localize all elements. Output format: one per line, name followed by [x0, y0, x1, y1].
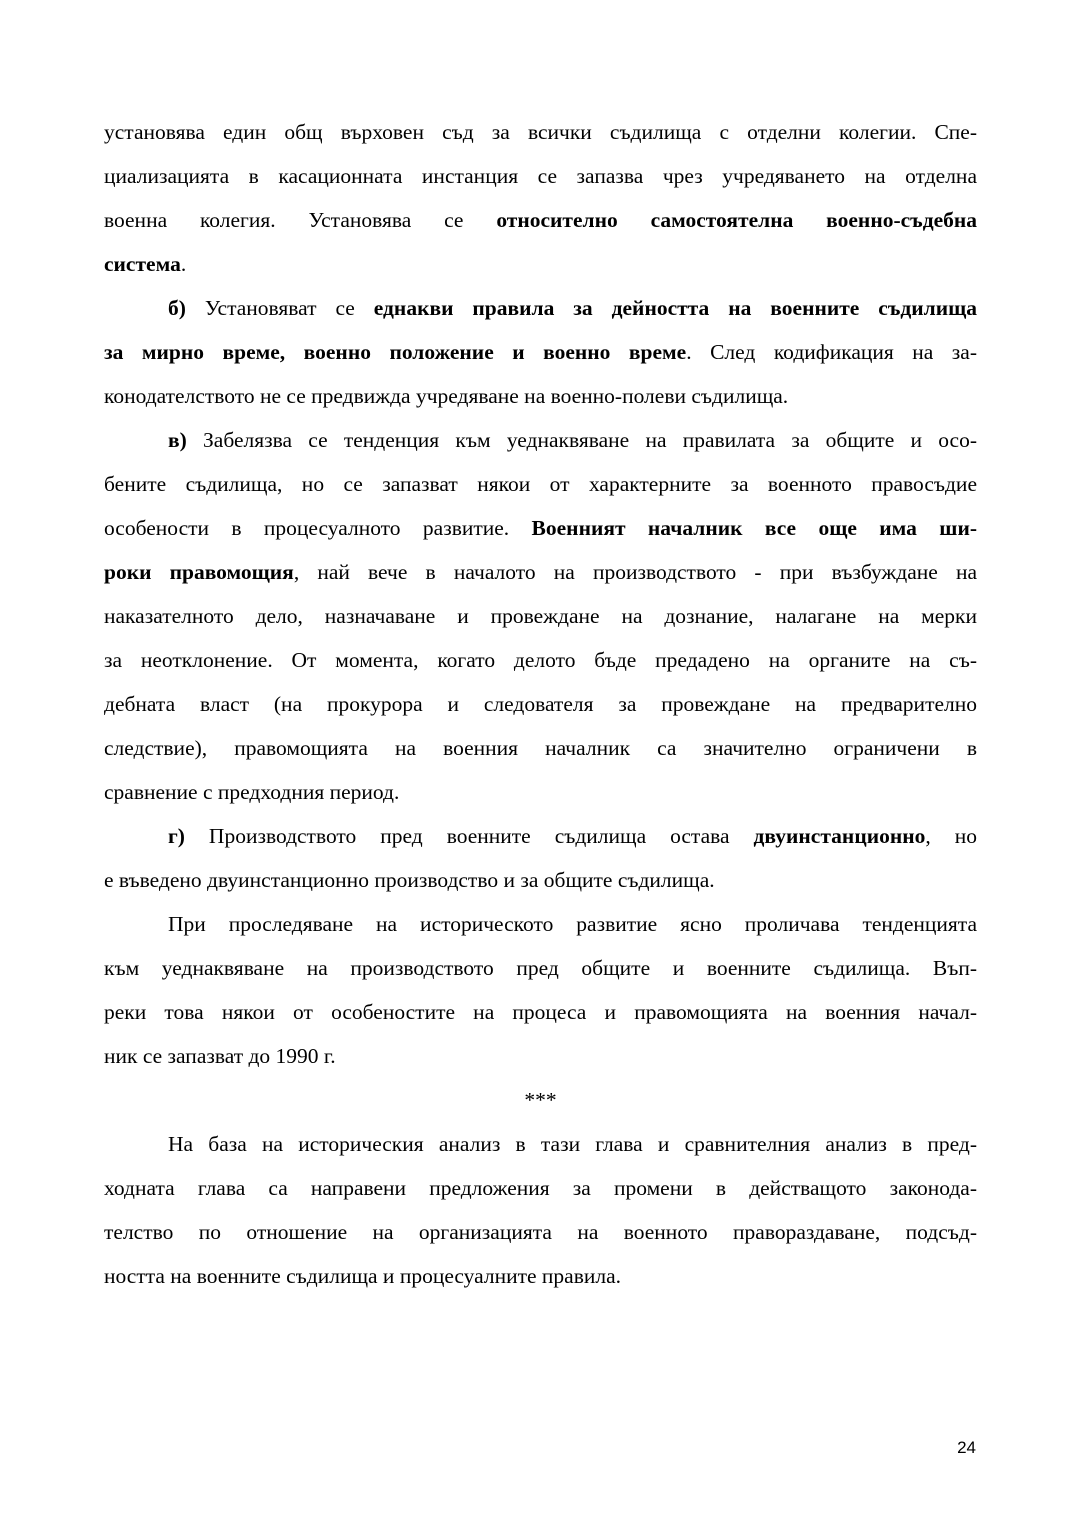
text-line [104, 1034, 977, 1078]
text-line [104, 330, 977, 374]
text-line [104, 462, 977, 506]
bold-text-segment: роки правомощия [104, 560, 294, 584]
text-segment: сравнение с предходния период. [104, 780, 400, 804]
section-separator [104, 1078, 977, 1122]
text-line [104, 418, 977, 462]
page-body-text [104, 110, 977, 1298]
bold-text-segment: за мирно време, военно положение и военно време [104, 340, 687, 364]
text-line [104, 154, 977, 198]
bold-text-segment: относително самостоятелна военно-съдебна [496, 208, 977, 232]
text-segment: ник се запазват до 1990 г. [104, 1044, 336, 1068]
text-line [104, 770, 977, 814]
text-line [104, 858, 977, 902]
text-line [104, 242, 977, 286]
text-segment: На база на историческия анализ в тази глава и сравнителния анализ в пред- [168, 1132, 977, 1156]
text-line [104, 594, 977, 638]
text-segment: дебната власт (на прокурора и следователя за провеждане на предварително [104, 692, 977, 716]
text-segment: към уеднаквяване на производството пред общите и военните съдилища. Въп- [104, 956, 977, 980]
text-segment: , най вече в началото на производството - при възбуждане на [293, 560, 978, 584]
text-segment: бените съдилища, но се запазват някои от характерните за военното правосъдие [104, 472, 977, 496]
text-line [104, 286, 977, 330]
text-segment: . [180, 252, 187, 276]
text-line [104, 726, 977, 770]
text-line [104, 902, 977, 946]
text-line [104, 506, 977, 550]
text-line [104, 1254, 977, 1298]
bold-text-segment: г) [168, 824, 185, 848]
text-segment: циализацията в касационната инстанция се запазва чрез учредяването на отделна [104, 164, 977, 188]
text-line [104, 374, 977, 418]
text-line [104, 110, 977, 154]
text-line [104, 638, 977, 682]
text-segment: реки това някои от особеностите на процеса и правомощията на военния начал- [104, 1000, 977, 1024]
text-line [104, 990, 977, 1034]
text-segment: Производството пред военните съдилища остава [184, 824, 754, 848]
bold-text-segment: двуинстанционно [753, 824, 926, 848]
text-segment: . След кодификация на за- [686, 340, 977, 364]
text-line [104, 198, 977, 242]
text-segment: военна колегия. Установява се [104, 208, 497, 232]
text-segment: телство по отношение на организацията на военното правораздаване, подсъд- [104, 1220, 977, 1244]
text-line [104, 1122, 977, 1166]
bold-text-segment: система [104, 252, 181, 276]
text-line [104, 550, 977, 594]
text-line [104, 1166, 977, 1210]
text-line [104, 814, 977, 858]
text-line [104, 946, 977, 990]
text-segment: за неотклонение. От момента, когато делото бъде предадено на органите на съ- [104, 648, 977, 672]
text-segment: *** [524, 1088, 557, 1112]
bold-text-segment: еднакви правила за дейността на военните съдилища [373, 296, 977, 320]
text-segment: следствие), правомощията на военния началник са значително ограничени в [104, 736, 977, 760]
text-line [104, 682, 977, 726]
text-line [104, 1210, 977, 1254]
text-segment: ходната глава са направени предложения за промени в действащото законода- [104, 1176, 977, 1200]
text-segment: е въведено двуинстанционно производство и за общите съдилища. [104, 868, 715, 892]
text-segment: При проследяване на историческото развитие ясно проличава тенденцията [168, 912, 977, 936]
text-segment: наказателното дело, назначаване и провеждане на дознание, налагане на мерки [104, 604, 977, 628]
text-segment: Забелязва се тенденция към уеднаквяване на правилата за общите и осо- [186, 428, 977, 452]
text-segment: ността на военните съдилища и процесуалните правила. [104, 1264, 622, 1288]
page-number: 24 [957, 1438, 976, 1457]
text-segment: конодателството не се предвижда учредяване на военно-полеви съдилища. [104, 384, 789, 408]
bold-text-segment: Военният началник все още има ши- [531, 516, 977, 540]
text-segment: установява един общ върховен съд за всички съдилища с отделни колегии. Спе- [104, 120, 977, 144]
text-segment: , но [925, 824, 977, 848]
bold-text-segment: в) [168, 428, 187, 452]
text-segment: особености в процесуалното развитие. [104, 516, 532, 540]
text-segment: Установяват се [185, 296, 374, 320]
bold-text-segment: б) [168, 296, 186, 320]
